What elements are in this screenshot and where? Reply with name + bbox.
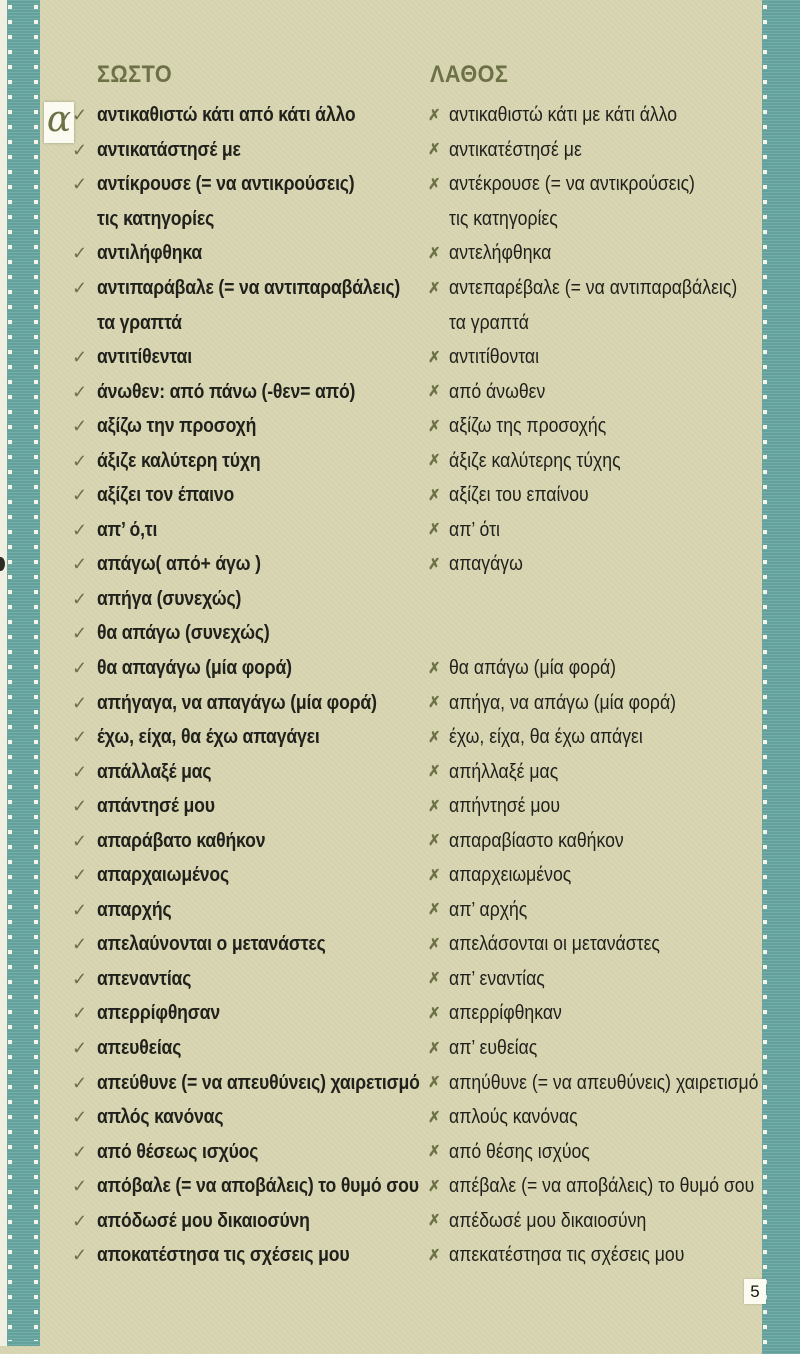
table-row xyxy=(72,236,760,271)
cross-icon: ✗ xyxy=(428,866,441,884)
correct-cell xyxy=(72,621,428,645)
check-icon: ✓ xyxy=(72,623,88,644)
correct-cell xyxy=(72,587,428,611)
wrong-phrase: απέδωσέ μου δικαιοσύνη xyxy=(449,1208,647,1232)
correct-phrase: αντιπαράβαλε (= να αντιπαραβάλεις) xyxy=(97,276,401,299)
correct-cell xyxy=(72,760,428,784)
correct-cell xyxy=(72,518,428,542)
page-number: 5 xyxy=(750,1281,760,1301)
wrong-phrase: έχω, είχα, θα έχω απάγει xyxy=(449,725,643,749)
correct-phrase: αποκατέστησα τις σχέσεις μου xyxy=(97,1243,350,1267)
wrong-phrase: αξίζει του επαίνου xyxy=(449,483,589,507)
wrong-cell xyxy=(428,207,760,231)
correct-phrase: αντικατάστησέ με xyxy=(97,137,241,161)
correct-phrase: απερρίφθησαν xyxy=(97,1001,220,1025)
check-icon: ✓ xyxy=(72,934,88,955)
check-icon: ✓ xyxy=(72,796,88,817)
correct-phrase: απεύθυνε (= να απευθύνεις) χαιρετισμό xyxy=(97,1070,420,1094)
wrong-phrase: απ’ ότι xyxy=(449,517,500,541)
wrong-phrase: θα απάγω (μία φορά) xyxy=(449,656,617,680)
wrong-cell xyxy=(428,1001,760,1025)
table-row xyxy=(72,1134,760,1169)
wrong-cell xyxy=(428,656,760,680)
correct-cell xyxy=(72,1209,428,1233)
correct-cell xyxy=(72,207,428,231)
check-icon: ✓ xyxy=(72,830,88,851)
check-icon: ✓ xyxy=(72,1210,88,1231)
correct-phrase: τα γραπτά xyxy=(97,310,182,334)
table-row xyxy=(72,789,760,824)
wrong-cell xyxy=(428,483,760,507)
wrong-phrase: απήλλαξέ μας xyxy=(449,759,559,783)
correct-cell xyxy=(72,1174,428,1198)
cross-icon: ✗ xyxy=(428,797,441,815)
wrong-phrase: τα γραπτά xyxy=(449,310,529,334)
wrong-cell xyxy=(428,103,760,127)
table-row xyxy=(72,1031,760,1066)
table-row xyxy=(72,513,760,548)
correct-cell xyxy=(72,345,428,369)
table-row xyxy=(72,340,760,375)
cross-icon: ✗ xyxy=(428,417,441,435)
wrong-cell xyxy=(428,691,760,715)
check-icon: ✓ xyxy=(72,519,88,540)
word-comparison-list xyxy=(72,98,760,1273)
wrong-phrase: από θέσης ισχύος xyxy=(449,1139,590,1163)
cross-icon: ✗ xyxy=(428,970,441,988)
wrong-cell xyxy=(428,518,760,542)
cross-icon: ✗ xyxy=(428,486,441,504)
wrong-phrase: τις κατηγορίες xyxy=(449,206,558,230)
correct-phrase: απευθείας xyxy=(97,1036,182,1060)
check-icon: ✓ xyxy=(72,1176,88,1197)
check-icon: ✓ xyxy=(72,658,88,679)
wrong-phrase: απλούς κανόνας xyxy=(449,1105,578,1129)
correct-phrase: απάντησέ μου xyxy=(97,794,215,818)
wrong-cell xyxy=(428,241,760,265)
correct-phrase: απ’ ό,τι xyxy=(97,517,158,541)
table-row xyxy=(72,305,760,340)
table-row xyxy=(72,1204,760,1239)
wrong-phrase: αντελήφθηκα xyxy=(449,241,552,265)
cross-icon: ✗ xyxy=(428,175,441,193)
check-icon: ✓ xyxy=(72,105,88,126)
cross-icon: ✗ xyxy=(428,1246,441,1264)
check-icon: ✓ xyxy=(72,278,88,298)
cross-icon: ✗ xyxy=(428,1074,441,1092)
wrong-cell xyxy=(428,311,760,335)
cross-icon: ✗ xyxy=(428,106,441,124)
wrong-phrase: απερρίφθηκαν xyxy=(449,1001,562,1025)
correct-phrase: απήγα (συνεχώς) xyxy=(97,586,242,610)
wrong-phrase: απαγάγω xyxy=(449,552,523,576)
cross-icon: ✗ xyxy=(428,1212,441,1230)
correct-cell xyxy=(72,138,428,162)
correct-phrase: θα απαγάγω (μία φορά) xyxy=(97,656,292,680)
wrong-phrase: απελάσονται οι μετανάστες xyxy=(449,932,660,956)
wrong-cell xyxy=(428,172,760,196)
table-row xyxy=(72,271,760,306)
wrong-phrase: αξίζω της προσοχής xyxy=(449,414,607,438)
table-row xyxy=(72,1169,760,1204)
wrong-cell xyxy=(428,898,760,922)
table-row xyxy=(72,720,760,755)
correct-cell xyxy=(72,1001,428,1025)
correct-cell xyxy=(72,863,428,887)
stitch-dots-icon xyxy=(34,5,38,1341)
wrong-cell xyxy=(428,967,760,991)
wrong-phrase: αντιτίθονται xyxy=(449,345,540,369)
correct-phrase: απλός κανόνας xyxy=(97,1105,224,1129)
check-icon: ✓ xyxy=(72,588,88,609)
correct-phrase: θα απάγω (συνεχώς) xyxy=(97,621,270,645)
check-icon: ✓ xyxy=(72,727,88,748)
correct-phrase: έχω, είχα, θα έχω απαγάγει xyxy=(97,725,320,749)
check-icon: ✓ xyxy=(72,139,88,160)
table-row xyxy=(72,823,760,858)
wrong-cell xyxy=(428,1105,760,1129)
correct-phrase: απόβαλε (= να αποβάλεις) το θυμό σου xyxy=(97,1174,419,1198)
correct-cell xyxy=(72,691,428,715)
wrong-phrase: άξιζε καλύτερης τύχης xyxy=(449,448,621,472)
wrong-phrase: αντικατέστησέ με xyxy=(449,137,582,161)
cross-icon: ✗ xyxy=(428,279,441,297)
correct-phrase: απήγαγα, να απαγάγω (μία φορά) xyxy=(97,690,377,714)
wrong-cell xyxy=(428,829,760,853)
table-row xyxy=(72,1238,760,1273)
column-header-correct: ΣΩΣΤΟ xyxy=(97,61,173,88)
cross-icon: ✗ xyxy=(428,694,441,712)
table-row xyxy=(72,98,760,133)
correct-cell xyxy=(72,483,428,507)
wrong-cell xyxy=(428,1140,760,1164)
table-row xyxy=(72,167,760,202)
stitch-dots-icon xyxy=(8,5,12,1341)
cross-icon: ✗ xyxy=(428,141,441,159)
correct-phrase: απελαύνονται ο μετανάστες xyxy=(97,932,326,956)
cross-icon: ✗ xyxy=(428,901,441,919)
correct-phrase: απαρχής xyxy=(97,897,172,921)
table-row xyxy=(72,651,760,686)
cross-icon: ✗ xyxy=(428,244,441,262)
wrong-cell xyxy=(428,760,760,784)
correct-cell xyxy=(72,1243,428,1267)
left-ribbon xyxy=(7,0,40,1346)
wrong-phrase: αντεπαρέβαλε (= να αντιπαραβάλεις) xyxy=(449,276,738,299)
wrong-phrase: αντέκρουσε (= να αντικρούσεις) xyxy=(449,172,695,196)
stitch-dots-icon xyxy=(763,5,767,1349)
correct-cell xyxy=(72,656,428,680)
correct-phrase: αξίζω την προσοχή xyxy=(97,414,257,438)
correct-phrase: αντίκρουσε (= να αντικρούσεις) xyxy=(97,172,355,196)
table-row xyxy=(72,133,760,168)
correct-phrase: άξιζε καλύτερη τύχη xyxy=(97,448,261,472)
wrong-cell xyxy=(428,449,760,473)
wrong-phrase: απ’ αρχής xyxy=(449,897,528,921)
check-icon: ✓ xyxy=(72,1141,88,1162)
check-icon: ✓ xyxy=(72,381,88,402)
cross-icon: ✗ xyxy=(428,383,441,401)
correct-cell xyxy=(72,103,428,127)
wrong-phrase: απ’ εναντίας xyxy=(449,966,545,990)
table-row xyxy=(72,858,760,893)
correct-cell xyxy=(72,449,428,473)
wrong-phrase: απαραβίαστο καθήκον xyxy=(449,828,624,852)
check-icon: ✓ xyxy=(72,450,88,471)
cross-icon: ✗ xyxy=(428,521,441,539)
check-icon: ✓ xyxy=(72,692,88,713)
correct-phrase: άνωθεν: από πάνω (-θεν= από) xyxy=(97,379,356,403)
check-icon: ✓ xyxy=(72,761,88,782)
wrong-cell xyxy=(428,1071,760,1095)
wrong-phrase: απηύθυνε (= να απευθύνεις) χαιρετισμό xyxy=(449,1070,759,1094)
table-row xyxy=(72,547,760,582)
check-icon: ✓ xyxy=(72,174,88,195)
wrong-phrase: από άνωθεν xyxy=(449,379,546,403)
cross-icon: ✗ xyxy=(428,555,441,573)
table-row xyxy=(72,1065,760,1100)
wrong-cell xyxy=(428,1209,760,1233)
cross-icon: ✗ xyxy=(428,935,441,953)
correct-phrase: απάγω( από+ άγω ) xyxy=(97,552,261,576)
page-left-edge xyxy=(0,0,7,1346)
cross-icon: ✗ xyxy=(428,1039,441,1057)
correct-phrase: απαρχαιωμένος xyxy=(97,863,229,887)
table-row xyxy=(72,685,760,720)
cross-icon: ✗ xyxy=(428,1108,441,1126)
wrong-phrase: αντικαθιστώ κάτι με κάτι άλλο xyxy=(449,103,678,127)
cross-icon: ✗ xyxy=(428,1177,441,1195)
check-icon: ✓ xyxy=(72,485,88,506)
table-row xyxy=(72,616,760,651)
table-row xyxy=(72,1100,760,1135)
wrong-phrase: απήγα, να απάγω (μία φορά) xyxy=(449,690,677,714)
wrong-cell xyxy=(428,552,760,576)
correct-cell xyxy=(72,1105,428,1129)
wrong-cell xyxy=(428,276,760,300)
cross-icon: ✗ xyxy=(428,1143,441,1161)
cross-icon: ✗ xyxy=(428,452,441,470)
correct-cell xyxy=(72,311,428,335)
correct-cell xyxy=(72,1140,428,1164)
wrong-cell xyxy=(428,1036,760,1060)
section-letter: α xyxy=(46,99,72,140)
check-icon: ✓ xyxy=(72,1245,88,1266)
wrong-cell xyxy=(428,1243,760,1267)
correct-cell xyxy=(72,898,428,922)
correct-phrase: απαράβατο καθήκον xyxy=(97,828,266,852)
check-icon: ✓ xyxy=(72,554,88,575)
column-header-wrong: ΛΑΘΟΣ xyxy=(430,61,509,88)
wrong-cell xyxy=(428,794,760,818)
cross-icon: ✗ xyxy=(428,1004,441,1022)
wrong-phrase: απαρχειωμένος xyxy=(449,863,572,887)
wrong-phrase: απ’ ευθείας xyxy=(449,1036,538,1060)
check-icon: ✓ xyxy=(72,899,88,920)
check-icon: ✓ xyxy=(72,347,88,368)
section-letter-badge xyxy=(44,99,74,143)
table-row xyxy=(72,754,760,789)
correct-phrase: αντικαθιστώ κάτι από κάτι άλλο xyxy=(97,103,356,127)
table-row xyxy=(72,927,760,962)
table-row xyxy=(72,996,760,1031)
check-icon: ✓ xyxy=(72,1003,88,1024)
wrong-cell xyxy=(428,414,760,438)
wrong-cell xyxy=(428,725,760,749)
check-icon: ✓ xyxy=(72,1072,88,1093)
cross-icon: ✗ xyxy=(428,659,441,677)
correct-phrase: απάλλαξέ μας xyxy=(97,759,212,783)
correct-cell xyxy=(72,794,428,818)
table-row xyxy=(72,893,760,928)
check-icon: ✓ xyxy=(72,1038,88,1059)
correct-phrase: αντιτίθενται xyxy=(97,345,192,369)
check-icon: ✓ xyxy=(72,1107,88,1128)
correct-cell xyxy=(72,276,428,300)
table-row xyxy=(72,962,760,997)
wrong-phrase: απέβαλε (= να αποβάλεις) το θυμό σου xyxy=(449,1174,755,1198)
correct-cell xyxy=(72,1036,428,1060)
table-row xyxy=(72,443,760,478)
wrong-cell xyxy=(428,345,760,369)
wrong-phrase: απήντησέ μου xyxy=(449,794,560,818)
wrong-cell xyxy=(428,380,760,404)
correct-phrase: απεναντίας xyxy=(97,966,192,990)
wrong-cell xyxy=(428,1174,760,1198)
correct-cell xyxy=(72,241,428,265)
correct-cell xyxy=(72,414,428,438)
correct-cell xyxy=(72,967,428,991)
cross-icon: ✗ xyxy=(428,832,441,850)
page-number-badge xyxy=(744,1279,766,1304)
correct-cell xyxy=(72,1071,428,1095)
correct-cell xyxy=(72,172,428,196)
table-row xyxy=(72,478,760,513)
check-icon: ✓ xyxy=(72,968,88,989)
table-row xyxy=(72,202,760,237)
cross-icon: ✗ xyxy=(428,728,441,746)
wrong-cell xyxy=(428,932,760,956)
right-ribbon xyxy=(762,0,800,1354)
check-icon: ✓ xyxy=(72,416,88,437)
correct-cell xyxy=(72,552,428,576)
table-row xyxy=(72,374,760,409)
wrong-phrase: απεκατέστησα τις σχέσεις μου xyxy=(449,1243,685,1267)
check-icon: ✓ xyxy=(72,865,88,886)
wrong-cell xyxy=(428,863,760,887)
correct-phrase: από θέσεως ισχύος xyxy=(97,1139,259,1163)
correct-cell xyxy=(72,725,428,749)
check-icon: ✓ xyxy=(72,243,88,264)
wrong-cell xyxy=(428,138,760,162)
cross-icon: ✗ xyxy=(428,348,441,366)
table-row xyxy=(72,582,760,617)
correct-phrase: αξίζει τον έπαινο xyxy=(97,483,235,507)
correct-phrase: τις κατηγορίες xyxy=(97,206,215,230)
correct-phrase: απόδωσέ μου δικαιοσύνη xyxy=(97,1208,310,1232)
correct-cell xyxy=(72,932,428,956)
correct-cell xyxy=(72,380,428,404)
cross-icon: ✗ xyxy=(428,763,441,781)
table-row xyxy=(72,409,760,444)
correct-cell xyxy=(72,829,428,853)
correct-phrase: αντιλήφθηκα xyxy=(97,241,203,265)
